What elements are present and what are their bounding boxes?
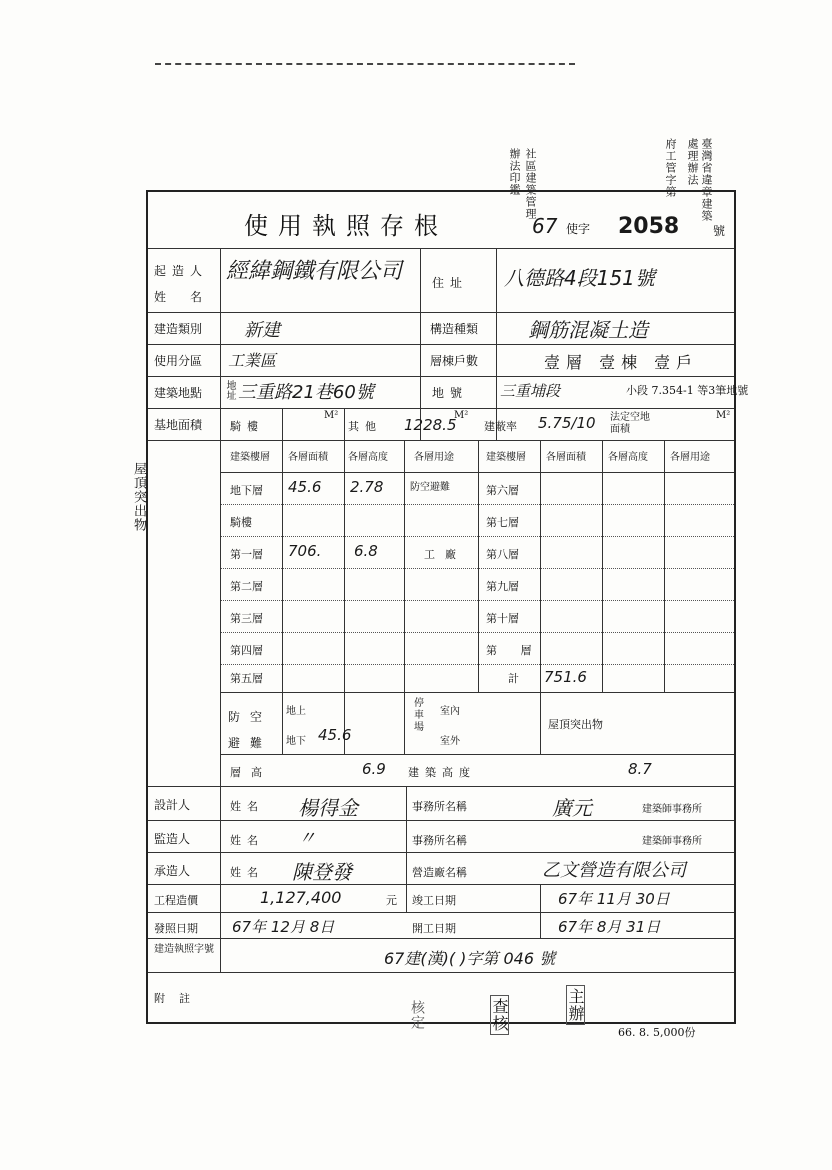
cost-yuan: 元 xyxy=(386,894,397,907)
approval-note-col1: 臺灣省違章建築 xyxy=(700,138,713,222)
approval-note-col4: 辦法印鑑 xyxy=(508,148,521,196)
contractor-label: 承造人 xyxy=(154,864,191,878)
license-form xyxy=(131,190,749,1024)
floor-9: 第九層 xyxy=(486,580,519,593)
col-head-area-r: 各層面積 xyxy=(546,452,586,463)
floor-4: 第四層 xyxy=(230,644,263,657)
issue-value: 67年 12月 8日 xyxy=(232,918,335,936)
use-zone-value: 工業區 xyxy=(228,351,277,370)
approval-note-col5: 府工管字第 xyxy=(664,138,677,198)
indoor-label: 室內 xyxy=(440,706,460,717)
contractor-name-label: 姓名 xyxy=(230,866,264,879)
roof-label: 屋頂突出物 xyxy=(548,718,603,731)
floor-5: 第五層 xyxy=(230,672,263,685)
print-note: 66. 8. 5,000份 xyxy=(618,1026,696,1039)
applicant-label-2: 姓 名 xyxy=(154,290,209,304)
supervisor-name-label: 姓名 xyxy=(230,834,264,847)
other-m2: M² xyxy=(454,410,469,421)
designer-office-label: 事務所名稱 xyxy=(412,800,467,813)
license-hao: 號 xyxy=(713,224,726,238)
col-head-floor-r: 建築樓層 xyxy=(486,452,526,463)
arcade-m2: M² xyxy=(324,410,339,421)
floor-x: 第 層 xyxy=(486,644,542,657)
contractor-co: 乙文營造有限公司 xyxy=(542,860,686,881)
below-label: 地下 xyxy=(286,736,306,747)
approval-note-col2: 處理辦法 xyxy=(686,138,699,186)
other-label: 其他 xyxy=(348,420,382,433)
basement-height: 2.78 xyxy=(350,478,384,496)
col-head-height-l: 各層高度 xyxy=(348,452,388,463)
floors-value: 壹層 壹棟 壹戶 xyxy=(544,353,699,372)
complete-value: 67年 11月 30日 xyxy=(558,890,670,908)
floor-total: 計 xyxy=(508,672,519,685)
applicant-name: 經緯鋼鐵有限公司 xyxy=(226,259,403,284)
legal-open-label: 法定空地面積 xyxy=(610,412,650,435)
building-type-value: 新建 xyxy=(244,320,280,341)
first-use: 工廠 xyxy=(424,548,466,561)
supervisor-name: 〃 xyxy=(298,828,316,849)
first-height: 6.8 xyxy=(354,542,378,560)
designer-name: 楊得金 xyxy=(298,796,358,820)
start-label: 開工日期 xyxy=(412,922,456,935)
lot-value: 小段 7.354-1 等3筆地號 xyxy=(626,384,749,397)
cost-value: 1,127,400 xyxy=(260,888,342,907)
bldg-height-label: 建築高度 xyxy=(408,766,476,779)
bldg-height-value: 8.7 xyxy=(628,760,652,778)
arcade-label: 騎樓 xyxy=(230,420,264,433)
supervisor-office-label: 事務所名稱 xyxy=(412,834,467,847)
floor-height-value: 6.9 xyxy=(362,760,386,778)
applicant-label-1: 起造人 xyxy=(154,264,209,278)
floor-1: 第一層 xyxy=(230,548,263,561)
approval-note-col3: 社區建築管理 xyxy=(524,148,537,220)
above-label: 地上 xyxy=(286,706,306,717)
permit-value: 67建(漢)( )字第 046 號 xyxy=(384,949,556,968)
license-word: 使字 xyxy=(566,222,591,236)
remarks-label: 附註 xyxy=(154,992,204,1005)
floor-height-label: 層高 xyxy=(230,766,272,779)
structure-label: 構造種類 xyxy=(430,322,479,336)
address-value: 八德路4段151號 xyxy=(504,266,655,290)
first-area: 706. xyxy=(288,542,322,560)
area-label: 基地面積 xyxy=(154,418,203,432)
contractor-co-label: 營造廠名稱 xyxy=(412,866,467,879)
use-zone-label: 使用分區 xyxy=(154,354,203,368)
legal-open-m2: M² xyxy=(716,410,731,421)
supervisor-label: 監造人 xyxy=(154,832,191,846)
total-area: 751.6 xyxy=(544,668,587,686)
floor-7: 第七層 xyxy=(486,516,519,529)
col-head-area-l: 各層面積 xyxy=(288,452,328,463)
floor-2: 第二層 xyxy=(230,580,263,593)
start-value: 67年 8月 31日 xyxy=(558,918,661,936)
site-addr-label: 地址 xyxy=(224,380,235,400)
left-side-note: 屋頂突出物 xyxy=(131,462,146,532)
site-value: 三重路21巷60號 xyxy=(238,382,374,403)
complete-label: 竣工日期 xyxy=(412,894,456,907)
floor-3: 第三層 xyxy=(230,612,263,625)
lot-district: 三重埔段 xyxy=(500,382,561,400)
floor-10: 第十層 xyxy=(486,612,519,625)
lot-label: 地號 xyxy=(432,386,469,400)
site-label: 建築地點 xyxy=(154,386,203,400)
permit-label: 建造執照字號 xyxy=(154,944,214,955)
coverage-label: 建蔽率 xyxy=(484,420,517,433)
designer-office-suffix: 建築師事務所 xyxy=(642,804,702,815)
supervisor-office-suffix: 建築師事務所 xyxy=(642,836,702,847)
floor-6: 第六層 xyxy=(486,484,519,497)
basement-use: 防空避難 xyxy=(410,482,450,493)
floor-basement: 地下層 xyxy=(230,484,263,497)
civil-defense-label: 防空避難 xyxy=(228,710,273,750)
building-type-label: 建造類別 xyxy=(154,322,203,336)
basement-area: 45.6 xyxy=(288,478,322,496)
address-label: 住址 xyxy=(432,276,469,290)
seal-b: 主辦 xyxy=(566,985,585,1025)
structure-value: 鋼筋混凝土造 xyxy=(528,318,648,342)
outdoor-label: 室外 xyxy=(440,736,460,747)
contractor-name: 陳登發 xyxy=(292,860,352,884)
seal-a: 查核 xyxy=(490,995,509,1035)
col-head-height-r: 各層高度 xyxy=(608,452,648,463)
below-value: 45.6 xyxy=(318,726,352,744)
designer-office: 廣元 xyxy=(552,796,592,820)
license-number: 2058 xyxy=(618,214,680,239)
cost-label: 工程造價 xyxy=(154,894,198,907)
seal-c: 核定 xyxy=(409,1000,425,1030)
col-head-floor-l: 建築樓層 xyxy=(230,452,270,463)
parking-label: 停車場 xyxy=(414,698,424,733)
designer-name-label: 姓名 xyxy=(230,800,264,813)
year-number: 67 xyxy=(532,214,558,238)
floor-8: 第八層 xyxy=(486,548,519,561)
floor-arcade: 騎樓 xyxy=(230,516,252,529)
floors-label: 層棟戶數 xyxy=(430,354,479,368)
col-head-use-r: 各層用途 xyxy=(670,452,710,463)
issue-label: 發照日期 xyxy=(154,922,198,935)
designer-label: 設計人 xyxy=(154,798,191,812)
other-value: 1228.5 xyxy=(404,416,457,434)
top-dash-line xyxy=(155,63,575,65)
col-head-use-l: 各層用途 xyxy=(414,452,454,463)
form-title: 使用執照存根 xyxy=(244,212,448,240)
coverage-value: 5.75/10 xyxy=(538,414,596,432)
